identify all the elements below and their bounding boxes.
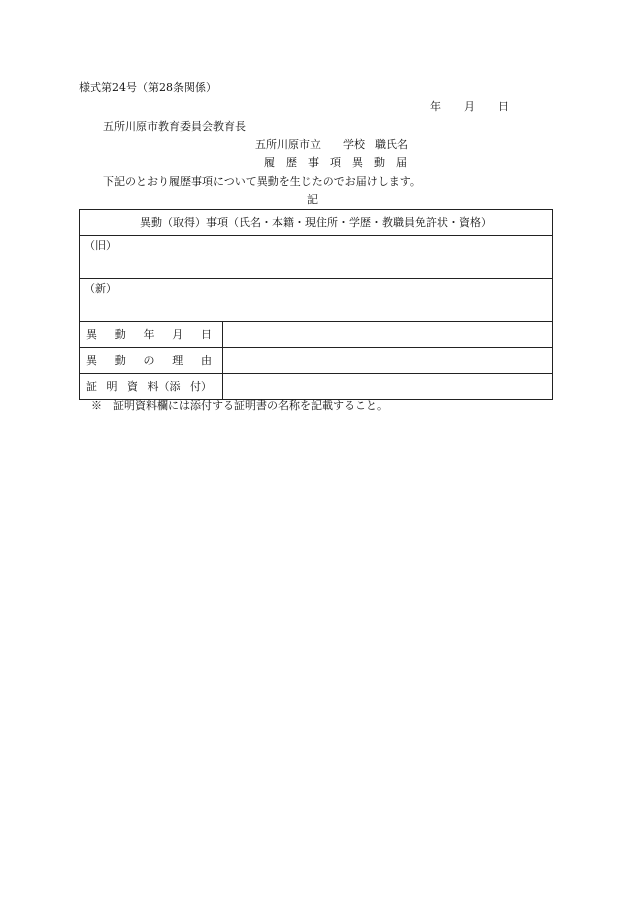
- addressee: 五所川原市教育委員会教育長: [103, 120, 246, 133]
- label-char: 年: [143, 327, 155, 341]
- label-char: 資: [127, 379, 138, 393]
- date-day: 日: [498, 100, 509, 113]
- form-number: 様式第24号（第28条関係）: [79, 81, 217, 94]
- proof-document-field[interactable]: [223, 374, 553, 400]
- change-form-table: [79, 209, 553, 400]
- label-char: 日: [201, 327, 212, 341]
- label-char: 料（添: [147, 379, 181, 393]
- new-entry-field[interactable]: [80, 279, 553, 322]
- label-char: 動: [114, 327, 126, 341]
- label-char: 異: [86, 327, 97, 341]
- label-char: 異: [86, 353, 97, 367]
- old-label: （旧）: [84, 239, 117, 252]
- change-reason-label: [80, 348, 223, 374]
- new-label: （新）: [84, 282, 117, 295]
- change-reason-field[interactable]: [223, 348, 553, 374]
- label-char: の: [143, 353, 155, 367]
- date-line: [430, 100, 509, 114]
- change-date-field[interactable]: [223, 322, 553, 348]
- school-prefix: 五所川原市立: [255, 138, 321, 151]
- footnote: ※ 証明資料欄には添付する証明書の名称を記載すること。: [91, 399, 388, 412]
- label-char: 動: [114, 353, 126, 367]
- name-label: 職氏名: [375, 138, 408, 151]
- intro-text: 下記のとおり履歴事項について異動を生じたのでお届けします。: [103, 175, 421, 188]
- ki-mark: 記: [307, 193, 318, 206]
- label-char: 付）: [190, 379, 212, 393]
- label-char: 証: [86, 379, 97, 393]
- label-char: 理: [172, 353, 184, 367]
- date-month: 月: [464, 100, 475, 113]
- table-header: 異動（取得）事項（氏名・本籍・現住所・学歴・教職員免許状・資格）: [80, 210, 553, 236]
- label-char: 由: [201, 353, 212, 367]
- label-char: 月: [172, 327, 184, 341]
- label-char: 明: [106, 379, 118, 393]
- old-entry-field[interactable]: [80, 236, 553, 279]
- school-suffix: 学校: [343, 138, 365, 151]
- date-year: 年: [430, 100, 441, 113]
- change-date-label: [80, 322, 223, 348]
- proof-document-label: [80, 374, 223, 400]
- document-title: 履 歴 事 項 異 動 届: [264, 156, 407, 169]
- applicant-line: [255, 138, 408, 152]
